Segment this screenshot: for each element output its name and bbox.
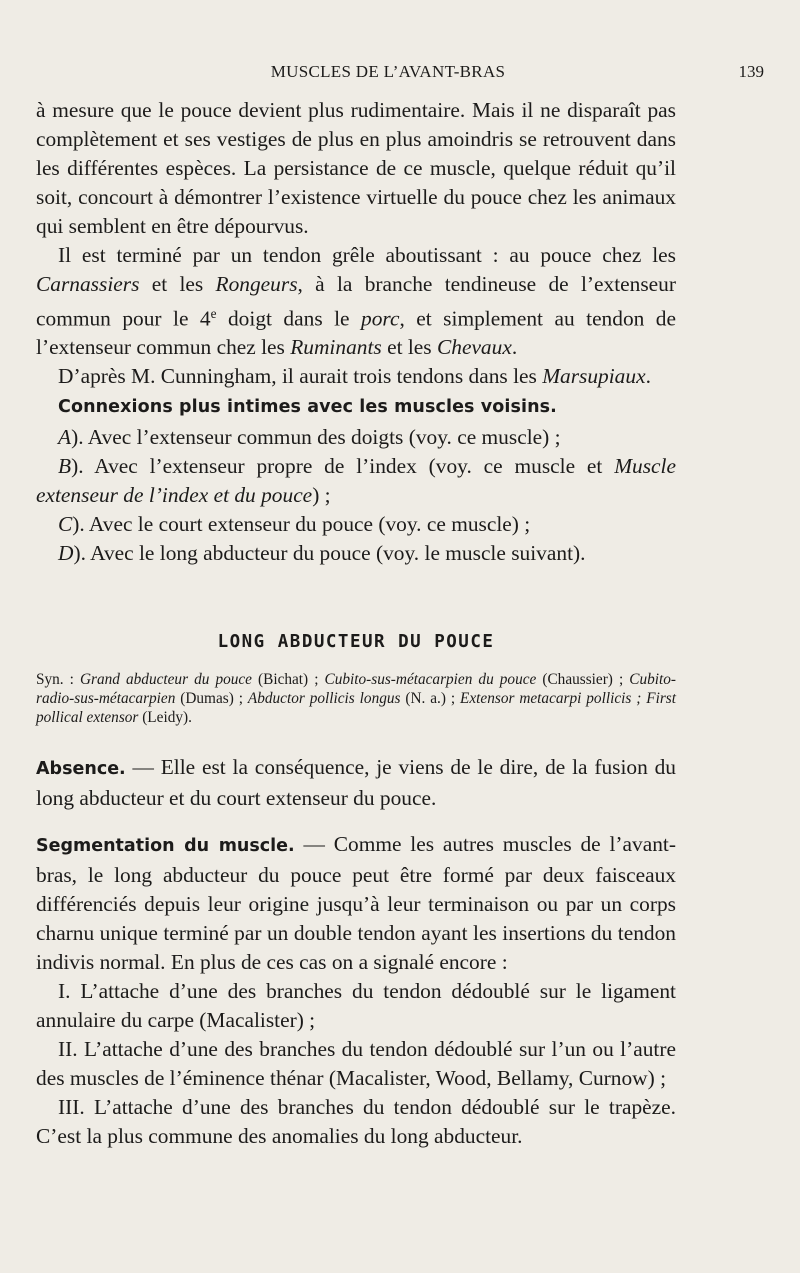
- segmentation-section: [36, 830, 676, 1151]
- anomaly-item-1: I. L’attache d’une des branches du tendon dédoublé sur le ligament annulaire du carpe (Macalister) ;: [36, 979, 676, 1032]
- anomaly-item-2: II. L’attache d’une des branches du tendon dédoublé sur l’un ou l’autre des muscles de l’éminence thénar (Macalister, Wood, Bellamy, Curnow) ;: [36, 1037, 676, 1090]
- segmentation-heading: Segmentation du muscle.: [36, 836, 295, 856]
- segmentation-paragraph: Segmentation du muscle. — Comme les autres muscles de l’avant-bras, le long abducteur du pouce peut être formé par deux faisceaux différenciés depuis leur origine jusqu’à leur terminaison ou par un corps charnu unique terminé par un double tendon ayant les insertions du tendon indivis normal. En plus de ces cas on a signalé encore :: [36, 832, 676, 974]
- absence-paragraph: Absence. — Elle est la conséquence, je viens de le dire, de la fusion du long abducteur et du court extenseur du pouce.: [36, 755, 676, 810]
- page-number: 139: [738, 62, 764, 81]
- paragraph-vestiges: à mesure que le pouce devient plus rudimentaire. Mais il ne disparaît pas complètement et ses vestiges de plus en plus amoindris se retrouvent dans les différentes espèces. La persistance de ce muscle, quelque réduit qu’il soit, concourt à démontrer l’existence virtuelle du pouce chez les animaux qui semblent en être dépourvus.: [36, 98, 676, 238]
- connexion-item-b: B). Avec l’extenseur propre de l’index (voy. ce muscle et Muscle extenseur de l’index et du pouce) ;: [36, 454, 676, 507]
- absence-heading: Absence.: [36, 759, 126, 779]
- section-title: LONG ABDUCTEUR DU POUCE: [217, 632, 495, 652]
- connexions-list: [36, 423, 676, 568]
- page-header: [36, 62, 764, 88]
- connexion-item-a: A). Avec l’extenseur commun des doigts (voy. ce muscle) ;: [58, 425, 561, 449]
- connexions-heading: Connexions plus intimes avec les muscles voisins.: [58, 397, 557, 417]
- paragraph-cunningham: D’après M. Cunningham, il aurait trois tendons dans les Marsupiaux.: [58, 364, 651, 389]
- anomaly-item-3: III. L’attache d’une des branches du tendon dédoublé sur le trapèze. C’est la plus commune des anomalies du long abducteur.: [36, 1095, 676, 1148]
- opening-paragraphs: [36, 96, 676, 391]
- connexion-item-c: C). Avec le court extenseur du pouce (voy. ce muscle) ;: [58, 512, 531, 536]
- running-head: MUSCLES DE L’AVANT-BRAS: [270, 62, 506, 81]
- connexion-item-d: D). Avec le long abducteur du pouce (voy. le muscle suivant).: [58, 541, 586, 565]
- paragraph-tendon: Il est terminé par un tendon grêle aboutissant : au pouce chez les Carnassiers et les Rongeurs, à la branche tendineuse de l’extenseur commun pour le 4e doigt dans le porc, et simplement au tendon de l’extenseur commun chez les Ruminants et les Chevaux.: [36, 243, 677, 360]
- synonyms: Syn. : Grand abducteur du pouce (Bichat) ; Cubito-sus-métacarpien du pouce (Chaussier) ; Cubito-radio-sus-métacarpien (Dumas) ; Abductor pollicis longus (N. a.) ; Extensor metacarpi pollicis ; First pollical extensor (Leidy).: [36, 671, 677, 726]
